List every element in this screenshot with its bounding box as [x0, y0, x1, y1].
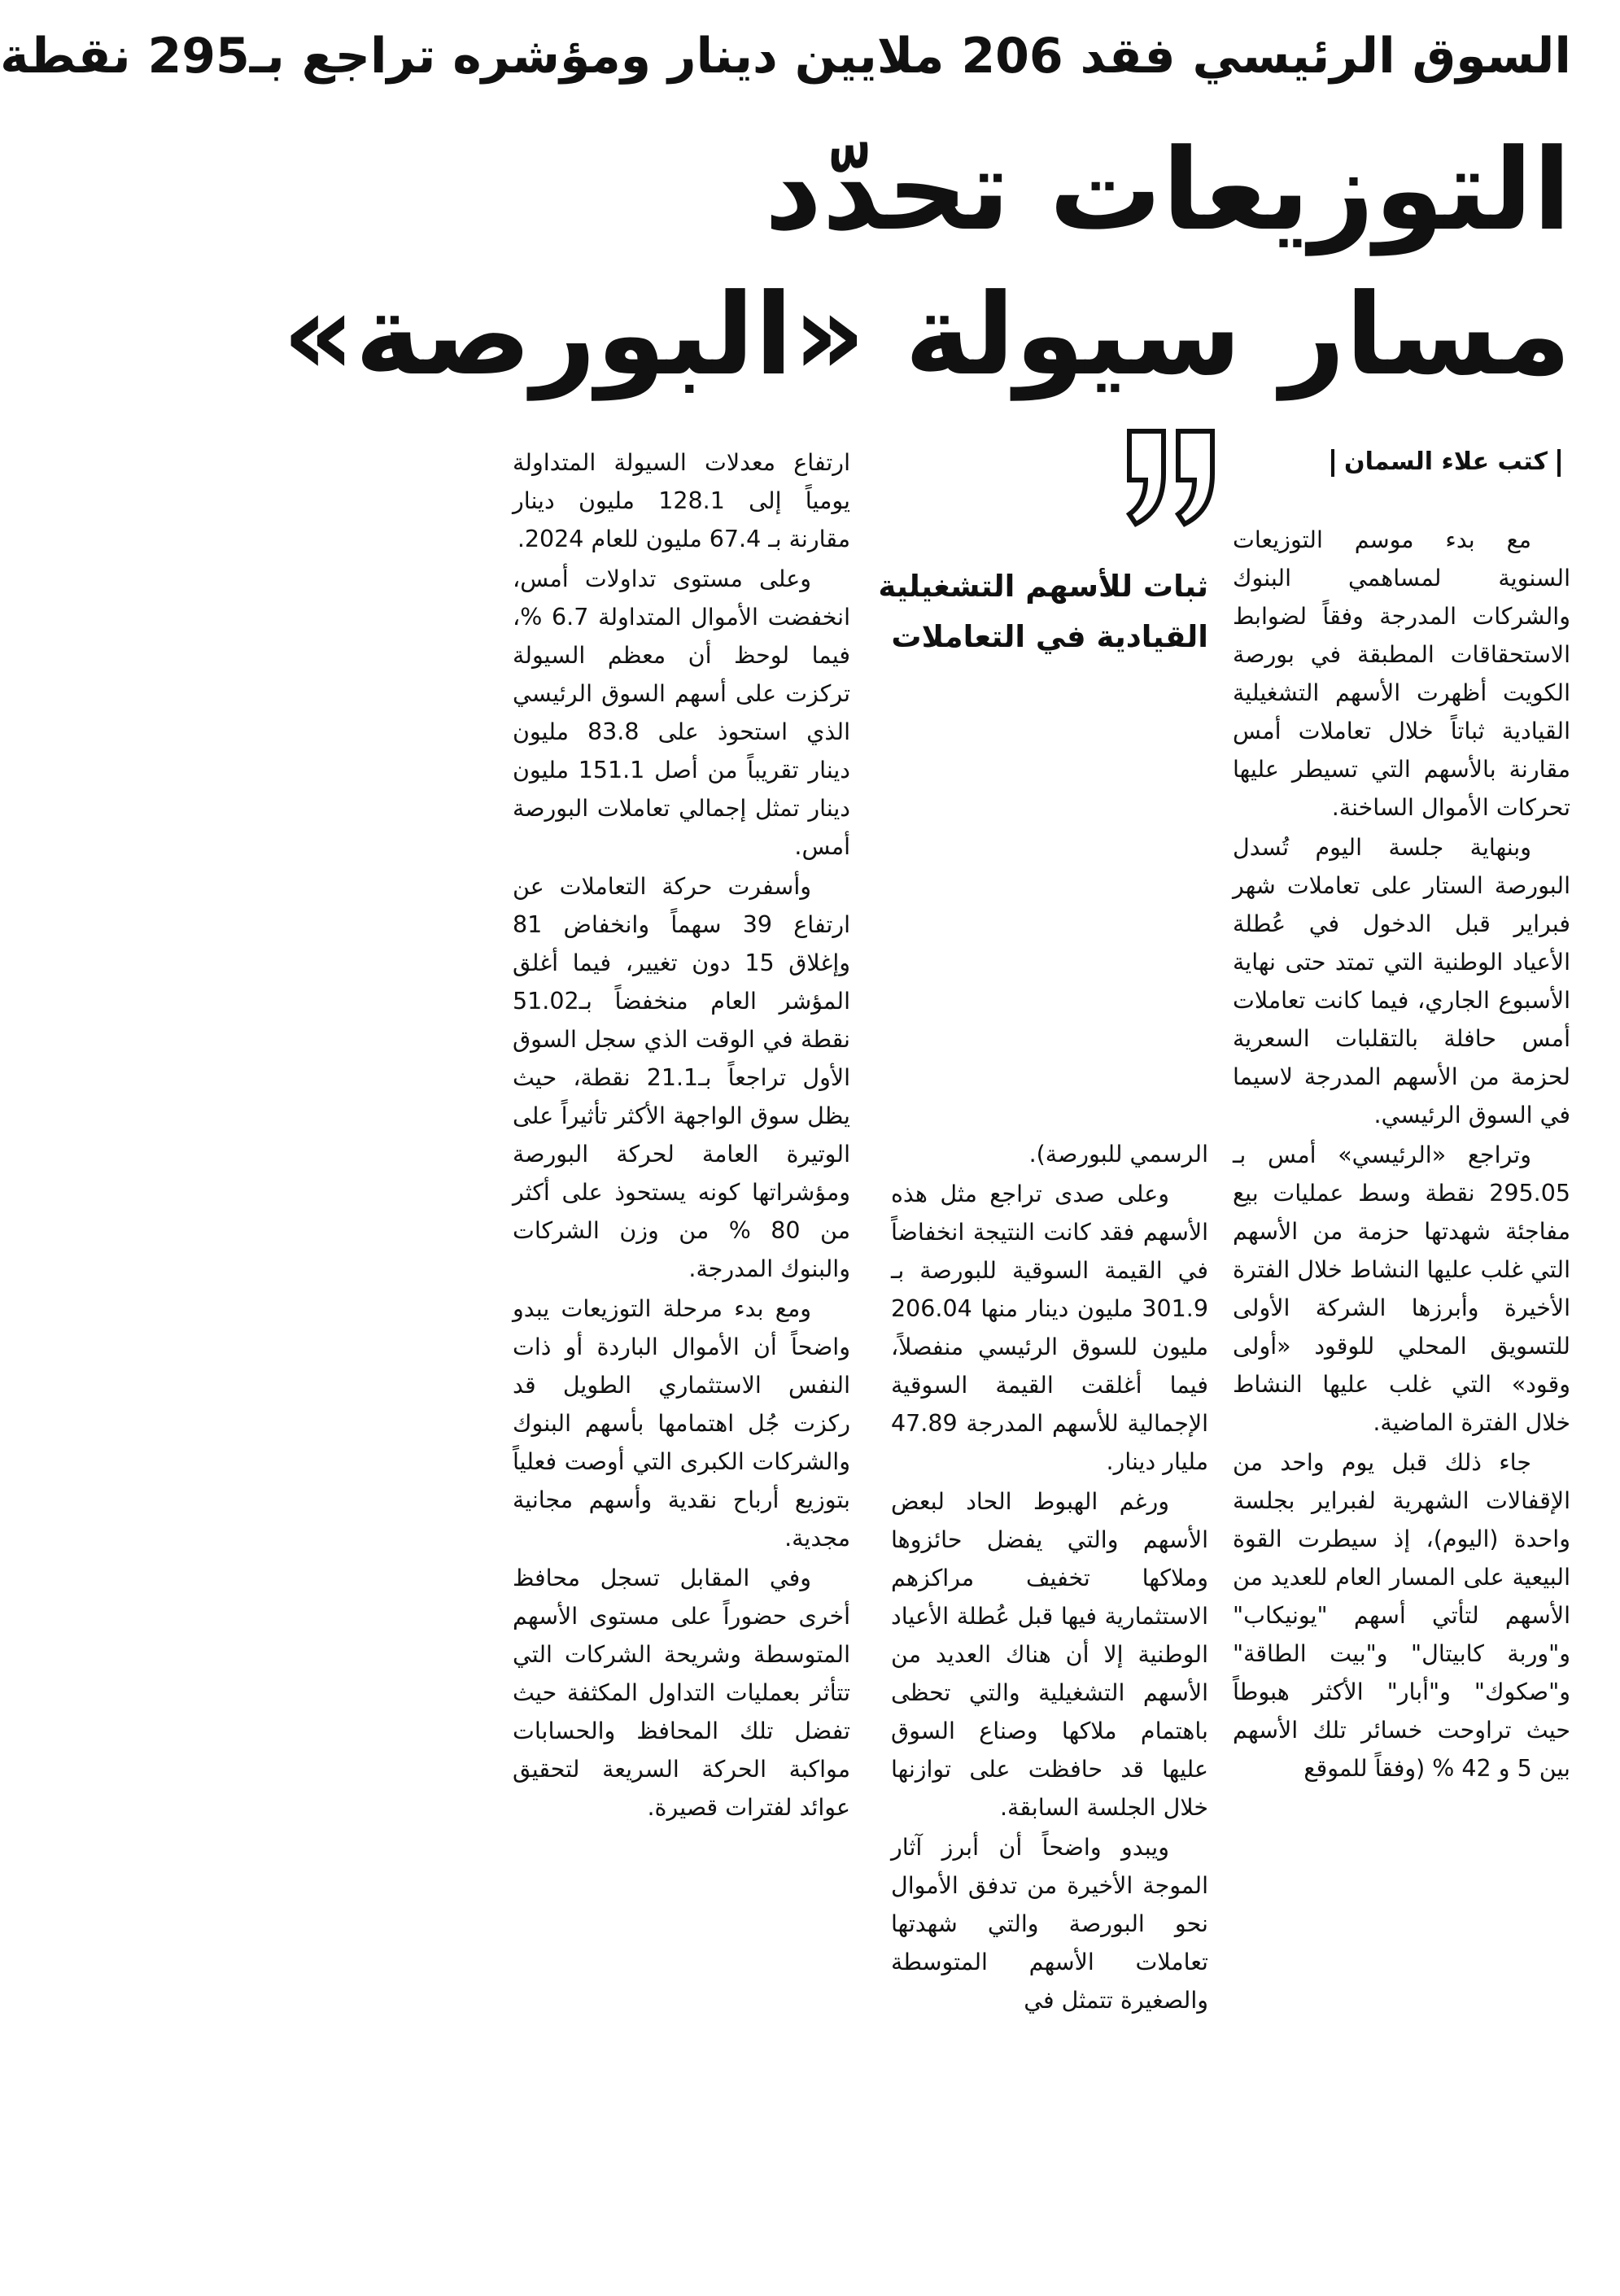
- article-column-left: [513, 443, 850, 2282]
- paragraph: ورغم الهبوط الحاد لبعض الأسهم والتي يفضل حائزوها وملاكها تخفيف مراكزهم الاستثمارية فيها قبل عُطلة الأعياد الوطنية إلا أن هناك العديد من الأسهم التشغيلية والتي تحظى باهتمام ملاكها وصناع السوق عليها قد حافظت على توازنها خلال الجلسة السابقة.: [891, 1488, 1208, 1821]
- paragraph: وبنهاية جلسة اليوم تُسدل البورصة الستار على تعاملات شهر فبراير قبل الدخول في عُطلة الأعياد الوطنية التي تمتد حتى نهاية الأسبوع الجاري، فيما كانت تعاملات أمس حافلة بالتقلبات السعرية لحزمة من الأسهم المدرجة لاسيما في السوق الرئيسي.: [1233, 834, 1570, 1128]
- closing-quote-icon: [1123, 423, 1220, 529]
- paragraph: وفي المقابل تسجل محافظ أخرى حضوراً على مستوى الأسهم المتوسطة وشريحة الشركات التي تتأثر بعمليات التداول المكثفة حيث تفضل تلك المحافظ والحسابات مواكبة الحركة السريعة لتحقيق عوائد لفترات قصيرة.: [513, 1565, 850, 1821]
- byline-bar-left: [1331, 449, 1334, 477]
- headline-line-1: التوزيعات تحدّد: [764, 124, 1571, 255]
- byline-text: كتب علاء السمان: [1343, 447, 1548, 476]
- paragraph: ارتفاع معدلات السيولة المتداولة يومياً إلى 128.1 مليون دينار مقارنة بـ 67.4 مليون للعام 2024.: [513, 449, 850, 552]
- paragraph: وتراجع «الرئيسي» أمس بـ 295.05 نقطة وسط عمليات بيع مفاجئة شهدتها حزمة من الأسهم التي غلب عليها النشاط خلال الفترة الأخيرة وأبرزها الشركة الأولى للتسويق المحلي للوقود «أولى وقود» التي غلب عليها النشاط خلال الفترة الماضية.: [1233, 1141, 1570, 1436]
- pull-quote: [878, 561, 1208, 662]
- paragraph: ويبدو واضحاً أن أبرز آثار الموجة الأخيرة من تدفق الأموال نحو البورصة والتي شهدتها تعاملات الأسهم المتوسطة والصغيرة تتمثل في: [891, 1834, 1208, 2014]
- headline-line-2: مسار سيولة «البورصة»: [282, 269, 1571, 400]
- paragraph: ومع بدء مرحلة التوزيعات يبدو واضحاً أن الأموال الباردة أو ذات النفس الاستثماري الطويل قد ركزت جُل اهتمامها بأسهم البنوك والشركات الكبرى التي أوصت فعلياً بتوزيع أرباح نقدية وأسهم مجانية مجدية.: [513, 1295, 850, 1552]
- byline: [1233, 442, 1570, 482]
- article-headline: [282, 118, 1571, 408]
- article-kicker: السوق الرئيسي فقد 206 ملايين دينار ومؤشره تراجع بـ295 نقطة: [0, 28, 1571, 85]
- pull-quote-line-1: ثبات للأسهم التشغيلية: [878, 569, 1208, 604]
- pull-quote-line-2: القيادية في التعاملات: [891, 619, 1208, 654]
- article-column-right: [1233, 521, 1570, 2282]
- paragraph: مع بدء موسم التوزيعات السنوية لمساهمي البنوك والشركات المدرجة وفقاً لضوابط الاستحقاقات المطبقة في بورصة الكويت أظهرت الأسهم التشغيلية القيادية ثباتاً خلال تعاملات أمس مقارنة بالأسهم التي تسيطر عليها تحركات الأموال الساخنة.: [1233, 526, 1570, 821]
- paragraph: جاء ذلك قبل يوم واحد من الإقفالات الشهرية لفبراير بجلسة واحدة (اليوم)، إذ سيطرت القوة البيعية على المسار العام للعديد من الأسهم لتأتي أسهم "يونيكاب" و"وربة كابيتال" و"بيت الطاقة" و"صكوك" و"أبار" الأكثر هبوطاً حيث تراوحت خسائر تلك الأسهم بين 5 و 42 % (وفقاً للموقع: [1233, 1449, 1570, 1782]
- paragraph: الرسمي للبورصة).: [1028, 1141, 1208, 1168]
- paragraph: وعلى صدى تراجع مثل هذه الأسهم فقد كانت النتيجة انخفاضاً في القيمة السوقية للبورصة بـ 301.9 مليون دينار منها 206.04 مليون للسوق الرئيسي منفصلاً، فيما أغلقت القيمة السوقية الإجمالية للأسهم المدرجة 47.89 مليار دينار.: [891, 1181, 1208, 1475]
- paragraph: وعلى مستوى تداولات أمس، انخفضت الأموال المتداولة 6.7 %، فيما لوحظ أن معظم السيولة تركزت على أسهم السوق الرئيسي الذي استحوذ على 83.8 مليون دينار تقريباً من أصل 151.1 مليون دينار تمثل إجمالي تعاملات البورصة أمس.: [513, 565, 850, 860]
- paragraph: وأسفرت حركة التعاملات عن ارتفاع 39 سهماً وانخفاض 81 وإغلاق 15 دون تغيير، فيما أغلق المؤشر العام منخفضاً بـ51.02 نقطة في الوقت الذي سجل السوق الأول تراجعاً بـ21.1 نقطة، حيث يظل سوق الواجهة الأكثر تأثيراً على الوتيرة العامة لحركة البورصة ومؤشراتها كونه يستحوذ على أكثر من 80 % من وزن الشركات والبنوك المدرجة.: [513, 873, 851, 1282]
- byline-bar-right: [1557, 449, 1561, 477]
- article-column-middle: [891, 1135, 1208, 2282]
